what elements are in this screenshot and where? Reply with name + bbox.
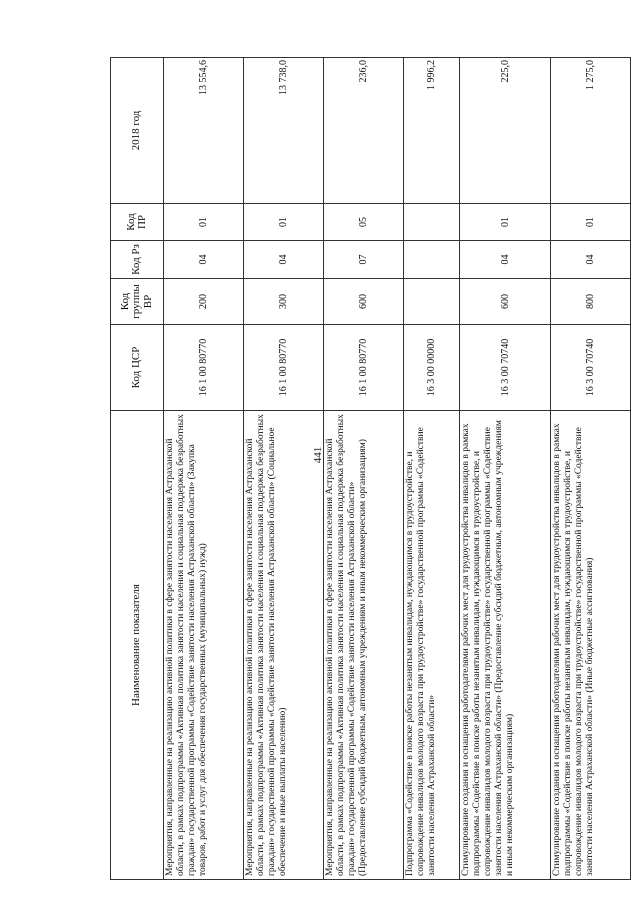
year-2018-value: 1 996,2 bbox=[404, 58, 460, 204]
year-2018-value: 13 738,0 bbox=[244, 58, 324, 204]
rz-code: 04 bbox=[551, 241, 631, 279]
pr-code: 01 bbox=[460, 204, 551, 241]
table-row bbox=[324, 58, 404, 880]
rz-code: 04 bbox=[460, 241, 551, 279]
rz-code: 07 bbox=[324, 241, 404, 279]
year-2018-value: 236,0 bbox=[324, 58, 404, 204]
vr-code: 300 bbox=[244, 279, 324, 325]
table-header-row bbox=[111, 58, 164, 880]
pr-code: 01 bbox=[244, 204, 324, 241]
csr-code: 16 1 00 80770 bbox=[244, 325, 324, 411]
pr-code bbox=[404, 204, 460, 241]
pr-code: 01 bbox=[551, 204, 631, 241]
csr-code: 16 3 00 00000 bbox=[404, 325, 460, 411]
column-header: Наименование показателя bbox=[111, 411, 164, 880]
page-number: 441 bbox=[312, 446, 324, 464]
indicator-name: Мероприятия, направленные на реализацию активной политики в сфере занятости населения Астраханской области, в рамках подпрограммы «Активная политика занятости населения и социальная поддержка безработных граждан» государственной программы «Содействие занятости населения Астраханской области» (Закупка товаров, работ и услуг для обеспечения государственных (муниципальных) нужд) bbox=[164, 411, 244, 880]
vr-code: 200 bbox=[164, 279, 244, 325]
indicator-name: Мероприятия, направленные на реализацию активной политики в сфере занятости населения Астраханской области, в рамках подпрограммы «Активная политика занятости населения и социальная поддержка безработных граждан» государственной программы «Содействие занятости населения Астраханской области» (Предоставление субсидий бюджетным, автономным учреждениям и иным некоммерческим организациям) bbox=[324, 411, 404, 880]
table-row bbox=[404, 58, 460, 880]
table-row bbox=[460, 58, 551, 880]
csr-code: 16 3 00 70740 bbox=[551, 325, 631, 411]
vr-code: 600 bbox=[324, 279, 404, 325]
column-header: Код Рз bbox=[111, 241, 164, 279]
vr-code: 600 bbox=[460, 279, 551, 325]
year-2018-value: 13 554,6 bbox=[164, 58, 244, 204]
indicator-name: Стимулирование создания и оснащения работодателями рабочих мест для трудоустройства инвалидов в рамках подпрограммы «Содействие в поиске работы незанятым инвалидам, нуждающимся в трудоустройстве, и сопровождение инвалидов молодого возраста при трудоустройстве» государственной программы «Содействие занятости населения Астраханской области» (Иные бюджетные ассигнования) bbox=[551, 411, 631, 880]
table-row bbox=[551, 58, 631, 880]
table-row bbox=[164, 58, 244, 880]
indicator-name: Мероприятия, направленные на реализацию активной политики в сфере занятости населения Астраханской области, в рамках подпрограммы «Активная политика занятости населения и социальная поддержка безработных граждан» государственной программы «Содействие занятости населения Астраханской области» (Социальное обеспечение и иные выплаты населению) bbox=[244, 411, 324, 880]
rz-code bbox=[404, 241, 460, 279]
vr-code bbox=[404, 279, 460, 325]
column-header: Код ЦСР bbox=[111, 325, 164, 411]
column-header: 2018 год bbox=[111, 58, 164, 204]
budget-table bbox=[110, 57, 631, 880]
budget-table-rotated bbox=[110, 58, 596, 880]
year-2018-value: 1 275,0 bbox=[551, 58, 631, 204]
indicator-name: Подпрограмма «Содействие в поиске работы незанятым инвалидам, нуждающимся в трудоустройстве, и сопровождение инвалидов молодого возраста при трудоустройстве» государственной программы «Содействие занятости населения Астраханской области» bbox=[404, 411, 460, 880]
year-2018-value: 225,0 bbox=[460, 58, 551, 204]
pr-code: 05 bbox=[324, 204, 404, 241]
rz-code: 04 bbox=[244, 241, 324, 279]
csr-code: 16 1 00 80770 bbox=[324, 325, 404, 411]
vr-code: 800 bbox=[551, 279, 631, 325]
rz-code: 04 bbox=[164, 241, 244, 279]
indicator-name: Стимулирование создания и оснащения работодателями рабочих мест для трудоустройства инвалидов в рамках подпрограммы «Содействие в поиске работы незанятым инвалидам, нуждающимся в трудоустройстве, и сопровождение инвалидов молодого возраста при трудоустройстве» государственной программы «Содействие занятости населения Астраханской области» (Предоставление субсидий бюджетным, автономным учреждениям и иным некоммерческим организациям) bbox=[460, 411, 551, 880]
table-row bbox=[244, 58, 324, 880]
column-header: Код ПР bbox=[111, 204, 164, 241]
pr-code: 01 bbox=[164, 204, 244, 241]
csr-code: 16 3 00 70740 bbox=[460, 325, 551, 411]
column-header: Код группы ВР bbox=[111, 279, 164, 325]
csr-code: 16 1 00 80770 bbox=[164, 325, 244, 411]
